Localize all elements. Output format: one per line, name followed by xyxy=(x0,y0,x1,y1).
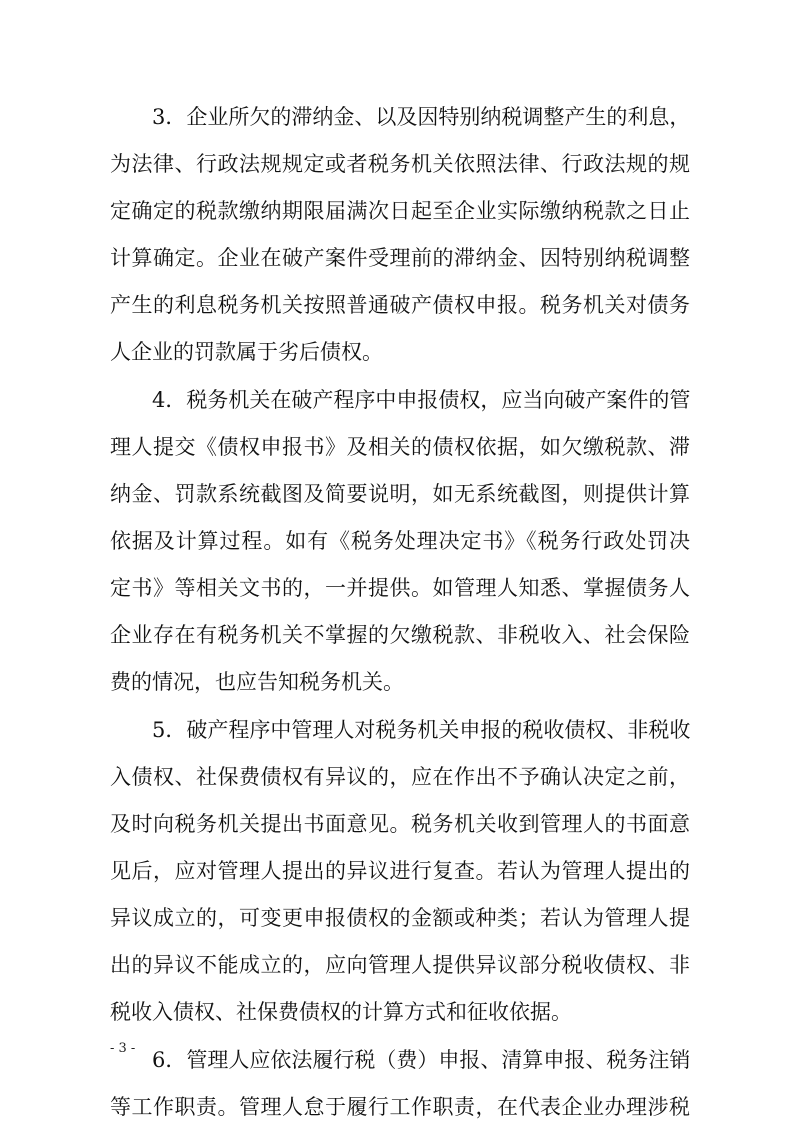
page-number: - 3 - xyxy=(110,1041,136,1056)
paragraph-line: 定确定的税款缴纳期限届满次日起至企业实际缴纳税款之日止 xyxy=(110,199,690,223)
paragraph-line: 费的情况，也应告知税务机关。 xyxy=(110,670,404,694)
paragraph-line: 计算确定。企业在破产案件受理前的滞纳金、因特别纳税调整 xyxy=(110,246,690,270)
paragraph-line: 企业存在有税务机关不掌握的欠缴税款、非税收入、社会保险 xyxy=(110,623,690,647)
paragraph-line: 等工作职责。管理人怠于履行工作职责，在代表企业办理涉税 xyxy=(110,1095,690,1119)
paragraph-line: 依据及计算过程。如有《税务处理决定书》《税务行政处罚决 xyxy=(110,529,690,553)
paragraph-line: 产生的利息税务机关按照普通破产债权申报。税务机关对债务 xyxy=(110,293,690,317)
paragraph-line: 定书》等相关文书的，一并提供。如管理人知悉、掌握债务人 xyxy=(110,576,690,600)
paragraph-line: 3．企业所欠的滞纳金、以及因特别纳税调整产生的利息， xyxy=(152,105,690,129)
paragraph-line: 6．管理人应依法履行税（费）申报、清算申报、税务注销 xyxy=(152,1048,690,1072)
paragraph-line: 出的异议不能成立的，应向管理人提供异议部分税收债权、非 xyxy=(110,953,690,977)
paragraph-line: 人企业的罚款属于劣后债权。 xyxy=(110,340,383,364)
paragraph-line: 税收入债权、社保费债权的计算方式和征收依据。 xyxy=(110,1000,572,1024)
paragraph-line: 理人提交《债权申报书》及相关的债权依据，如欠缴税款、滞 xyxy=(110,435,690,459)
paragraph-line: 见后，应对管理人提出的异议进行复查。若认为管理人提出的 xyxy=(110,859,690,883)
paragraph-line: 纳金、罚款系统截图及简要说明，如无系统截图，则提供计算 xyxy=(110,482,690,506)
paragraph-line: 为法律、行政法规规定或者税务机关依照法律、行政法规的规 xyxy=(110,152,690,176)
paragraph-line: 入债权、社保费债权有异议的，应在作出不予确认决定之前， xyxy=(110,765,690,789)
paragraph-line: 4．税务机关在破产程序中申报债权，应当向破产案件的管 xyxy=(152,388,690,412)
paragraph-line: 异议成立的，可变更申报债权的金额或种类；若认为管理人提 xyxy=(110,906,690,930)
paragraph-line: 及时向税务机关提出书面意见。税务机关收到管理人的书面意 xyxy=(110,812,690,836)
paragraph-line: 5．破产程序中管理人对税务机关申报的税收债权、非税收 xyxy=(152,718,690,742)
